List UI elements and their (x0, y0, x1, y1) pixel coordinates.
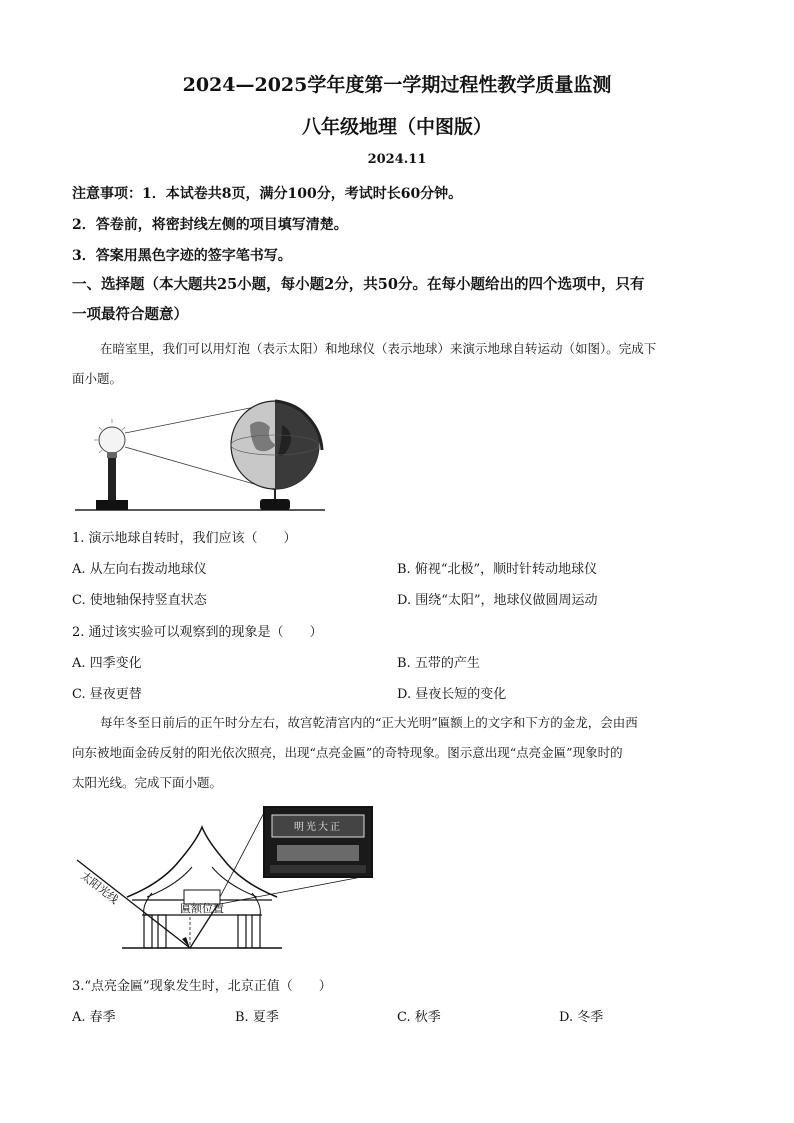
material-1-line1: 在暗室里，我们可以用灯泡（表示太阳）和地球仪（表示地球）来演示地球自转运动（如图）。完成下 (100, 341, 657, 356)
section-heading-line1: 一、选择题（本大题共25小题，每小题2分，共50分。在每小题给出的四个选项中，只有 (72, 276, 645, 293)
section-heading-line2: 一项最符合题意） (72, 306, 188, 323)
bulb-icon (94, 419, 125, 458)
palace-sunlight-figure (72, 805, 402, 955)
material-2-line3: 太阳光线。完成下面小题。 (72, 775, 223, 790)
material-2 (72, 708, 732, 798)
question-3-stem: 3.“点亮金匾”现象发生时，北京正值（ ） (72, 979, 332, 994)
material-1-line2: 面小题。 (72, 371, 123, 386)
globe-icon (231, 401, 322, 510)
q2-option-c[interactable]: C. 昼夜更替 (72, 687, 142, 702)
material-1 (72, 334, 732, 394)
q2-option-b[interactable]: B. 五带的产生 (397, 656, 480, 671)
lamp-stand (108, 458, 116, 500)
q3-option-c[interactable]: C. 秋季 (397, 1010, 441, 1025)
note-3: 3．答案用黑色字迹的签字笔书写。 (72, 248, 292, 264)
plaque-text: 明光大正 (294, 822, 342, 833)
q3-option-d[interactable]: D. 冬季 (559, 1010, 604, 1025)
exam-title: 2024—2025学年度第一学期过程性教学质量监测 (182, 74, 612, 96)
plaque-position-label: 匾额位置 (180, 902, 224, 915)
note-1: 注意事项：1．本试卷共8页，满分100分，考试时长60分钟。 (72, 186, 463, 202)
q2-option-a[interactable]: A. 四季变化 (72, 656, 142, 671)
exam-subtitle: 八年级地理（中图版） (301, 116, 492, 138)
q3-option-b[interactable]: B. 夏季 (235, 1010, 279, 1025)
q1-option-d[interactable]: D. 围绕“太阳”，地球仪做圆周运动 (397, 593, 598, 608)
plaque-inset-photo (264, 807, 372, 877)
q2-option-d[interactable]: D. 昼夜长短的变化 (397, 687, 507, 702)
lamp-base (96, 500, 128, 510)
question-1-stem: 1. 演示地球自转时，我们应该（ ） (72, 531, 297, 546)
q1-option-a[interactable]: A. 从左向右拨动地球仪 (72, 562, 207, 577)
lamp-globe-figure (70, 395, 330, 517)
q1-option-c[interactable]: C. 使地轴保持竖直状态 (72, 593, 207, 608)
note-2: 2．答卷前，将密封线左侧的项目填写清楚。 (72, 217, 348, 233)
q1-option-b[interactable]: B. 俯视“北极”，顺时针转动地球仪 (397, 562, 598, 577)
material-2-line1: 每年冬至日前后的正午时分左右，故宫乾清宫内的“正大光明”匾额上的文字和下方的金龙，会由西 (100, 715, 638, 730)
q3-option-a[interactable]: A. 春季 (72, 1010, 116, 1025)
exam-date: 2024.11 (367, 152, 427, 167)
material-2-line2: 向东被地面金砖反射的阳光依次照亮，出现“点亮金匾”的奇特现象。图示意出现“点亮金匾”现象时的 (72, 745, 623, 760)
question-2-stem: 2. 通过该实验可以观察到的现象是（ ） (72, 625, 323, 640)
section-heading (72, 270, 732, 330)
sun-ray-label: 太阳光线 (78, 869, 121, 907)
